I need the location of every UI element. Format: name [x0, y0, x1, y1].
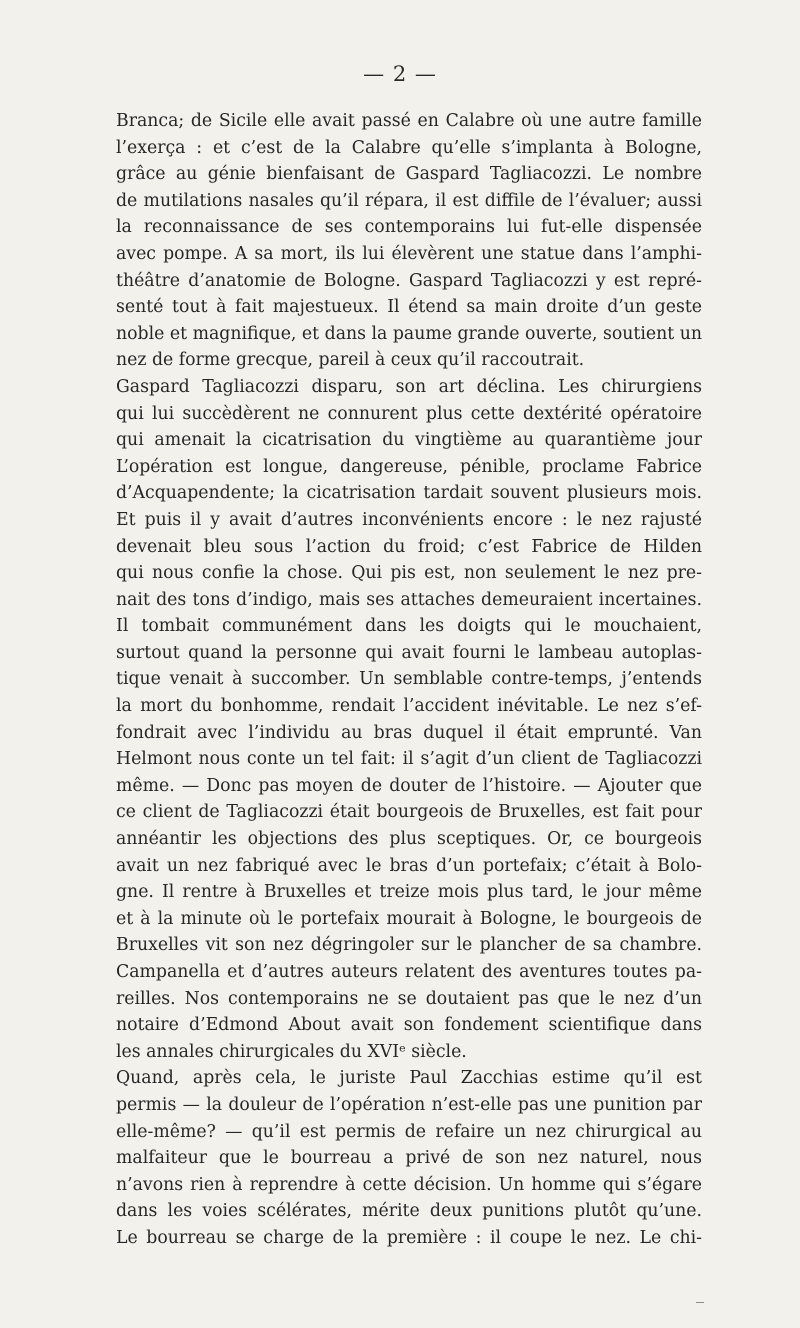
text-line: reilles. Nos contemporains ne se doutaient pas que le nez d’un: [116, 988, 702, 1009]
text-line: les annales chirurgicales du XVIᵉ siècle.: [116, 1041, 467, 1062]
text-line: avait un nez fabriqué avec le bras d’un portefaix; c’était à Bolo-: [116, 855, 702, 876]
text-line: malfaiteur que le bourreau a privé de son nez naturel, nous: [116, 1148, 702, 1169]
text-line: devenait bleu sous l’action du froid; c’est Fabrice de Hilden: [116, 536, 702, 557]
text-line: qui amenait la cicatrisation du vingtième au quarantième jour: [116, 430, 702, 451]
text-line: elle-même? — qu’il est permis de refaire un nez chirurgical au: [116, 1121, 702, 1142]
page-number: — 2 —: [363, 62, 437, 86]
text-line: gne. Il rentre à Bruxelles et treize mois plus tard, le jour même: [116, 882, 702, 903]
text-line: Quand, après cela, le juriste Paul Zacchias estime qu’il est: [116, 1068, 702, 1089]
text-line: L’opération est longue, dangereuse, pénible, proclame Fabrice: [116, 456, 702, 477]
text-line: d’Acquapendente; la cicatrisation tardait souvent plusieurs mois.: [116, 483, 702, 504]
text-line: l’exerça : et c’est de la Calabre qu’elle s’implanta à Bologne,: [116, 137, 702, 158]
text-line: de mutilations nasales qu’il répara, il est diffile de l’évaluer; aussi: [116, 190, 702, 211]
text-line: qui nous confie la chose. Qui pis est, non seulement le nez pre-: [116, 563, 702, 584]
text-line: n’avons rien à reprendre à cette décision. Un homme qui s’égare: [116, 1174, 702, 1195]
text-line: grâce au génie bienfaisant de Gaspard Tagliacozzi. Le nombre: [116, 164, 702, 185]
text-line: nez de forme grecque, pareil à ceux qu’il raccoutrait.: [116, 350, 585, 371]
text-line: la mort du bonhomme, rendait l’accident inévitable. Le nez s’ef-: [116, 696, 702, 717]
text-line: nait des tons d’indigo, mais ses attaches demeuraient incertaines.: [116, 589, 702, 610]
text-line: Il tombait communément dans les doigts qui le mouchaient,: [116, 616, 702, 637]
text-line: qui lui succèdèrent ne connurent plus cette dextérité opératoire: [116, 403, 702, 424]
text-line: senté tout à fait majestueux. Il étend sa main droite d’un geste: [116, 297, 702, 318]
text-line: dans les voies scélérates, mérite deux punitions plutôt qu’une.: [116, 1201, 702, 1222]
text-line: fondrait avec l’individu au bras duquel il était emprunté. Van: [116, 722, 702, 743]
text-line: théâtre d’anatomie de Bologne. Gaspard Tagliacozzi y est repré-: [116, 270, 702, 291]
text-line: Et puis il y avait d’autres inconvénients encore : le nez rajusté: [116, 509, 702, 530]
text-line: Le bourreau se charge de la première : il coupe le nez. Le chi-: [116, 1227, 702, 1248]
text-line: Bruxelles vit son nez dégringoler sur le plancher de sa chambre.: [116, 935, 702, 956]
text-line: notaire d’Edmond About avait son fondement scientifique dans: [116, 1015, 702, 1036]
page-mark: [696, 1302, 704, 1303]
text-line: surtout quand la personne qui avait fourni le lambeau autoplas-: [116, 642, 702, 663]
text-line: ce client de Tagliacozzi était bourgeois de Bruxelles, est fait pour: [116, 802, 702, 823]
text-line: noble et magnifique, et dans la paume grande ouverte, soutient un: [116, 323, 702, 344]
text-line: Gaspard Tagliacozzi disparu, son art déclina. Les chirurgiens: [116, 376, 702, 397]
text-line: annéantir les objections des plus sceptiques. Or, ce bourgeois: [116, 829, 702, 850]
text-line: permis — la douleur de l’opération n’est-elle pas une punition par: [116, 1094, 702, 1115]
text-line: avec pompe. A sa mort, ils lui élevèrent une statue dans l’amphi-: [116, 243, 702, 264]
body-text: [116, 108, 702, 1252]
text-line: la reconnaissance de ses contemporains lui fut-elle dispensée: [116, 217, 702, 238]
text-line: Helmont nous conte un tel fait: il s’agit d’un client de Tagliacozzi: [116, 749, 702, 770]
text-line: et à la minute où le portefaix mourait à Bologne, le bourgeois de: [116, 908, 702, 929]
text-line: tique venait à succomber. Un semblable contre-temps, j’entends: [116, 669, 702, 690]
text-line: Branca; de Sicile elle avait passé en Calabre où une autre famille: [116, 111, 702, 131]
text-line: Campanella et d’autres auteurs relatent des aventures toutes pa-: [116, 962, 702, 982]
text-line: même. — Donc pas moyen de douter de l’histoire. — Ajouter que: [116, 775, 702, 796]
